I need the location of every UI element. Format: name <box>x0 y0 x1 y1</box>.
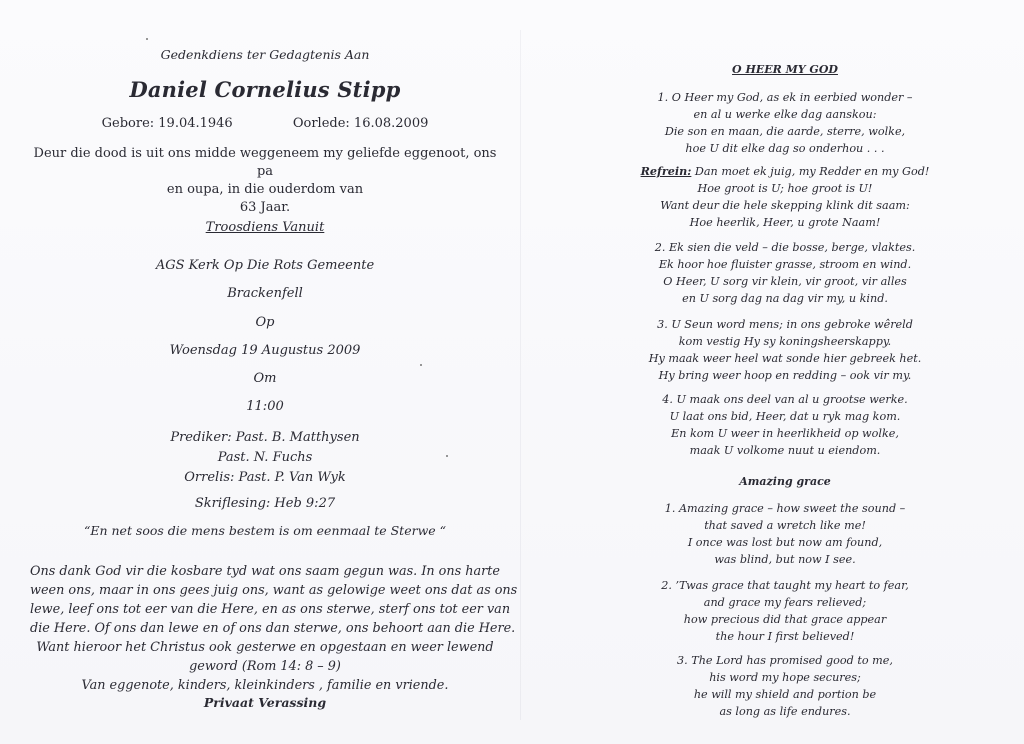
memorial-heading: Gedenkdiens ter Gedagtenis Aan <box>160 47 370 62</box>
verse-line: Die son en maan, die aarde, sterre, wolke, <box>664 125 906 138</box>
tribute-line: lewe, leef ons tot eer van die Here, en as ons sterwe, sterf ons tot eer van <box>30 602 511 617</box>
refrain-label: Refrein: <box>640 164 692 178</box>
verse-line: Hy bring weer hoop en redding – ook vir my. <box>658 369 912 382</box>
verse-line: hoe U dit elke dag so onderhou . . . <box>685 142 885 155</box>
verse-line: 2. Ek sien die veld – die bosse, berge, vlaktes. <box>654 241 916 254</box>
verse-line: En kom U weer in heerlikheid op wolke, <box>671 427 899 440</box>
verse-line: 2. ’Twas grace that taught my heart to fear, <box>661 579 909 592</box>
op-label: Op <box>255 315 275 330</box>
hymn-verse-4 <box>620 391 950 459</box>
service-time: 11:00 <box>246 399 284 414</box>
grace-verse-3 <box>620 652 950 720</box>
private-cremation: Privaat Verassing <box>203 695 327 710</box>
verse-line: and grace my fears relieved; <box>703 596 867 609</box>
birth-date: Gebore: 19.04.1946 <box>101 116 233 131</box>
scripture-reading: Skriflesing: Heb 9:27 <box>194 496 336 511</box>
refrain-first-line: Dan moet ek juig, my Redder en my God! <box>691 165 930 178</box>
tribute-text <box>30 562 518 695</box>
verse-line: Want deur die hele skepping klink dit saam: <box>660 199 910 212</box>
verse-line: how precious did that grace appear <box>683 613 887 626</box>
tribute-line: ween ons, maar in ons gees juig ons, want as gelowige weet ons dat as ons <box>30 583 518 598</box>
verse-line: O Heer, U sorg vir klein, vir groot, vir alles <box>663 275 907 288</box>
deceased-name: Daniel Cornelius Stipp <box>129 77 401 102</box>
hymn-verse-1 <box>620 89 950 157</box>
grace-verse-2 <box>620 577 950 645</box>
intro-line: Deur die dood is uit ons midde weggeneem my geliefde eggenoot, ons pa <box>33 146 497 179</box>
verse-line: 4. U maak ons deel van al u grootse werke. <box>662 393 908 406</box>
verse-line: his word my hope secures; <box>709 671 861 684</box>
hymn-verse-3 <box>620 316 950 384</box>
verse-line: 3. U Seun word mens; in ons gebroke wêreld <box>657 318 913 331</box>
verse-line: 1. O Heer my God, as ek in eerbied wonder – <box>657 91 913 104</box>
tribute-line: Want hieroor het Christus ook gesterwe en opgestaan en weer lewend <box>36 640 494 655</box>
speck <box>146 38 148 40</box>
intro-line: 63 Jaar. <box>239 200 291 215</box>
church-place: Brackenfell <box>227 286 303 301</box>
verse-line: en U sorg dag na dag vir my, u kind. <box>682 292 888 305</box>
tribute-line: Ons dank God vir die kosbare tyd wat ons saam gegun was. In ons harte <box>30 564 500 579</box>
verse-line: was blind, but now I see. <box>714 553 856 566</box>
verse-line: Hy maak weer heel wat sonde hier gebreek het. <box>648 352 922 365</box>
intro-line: en oupa, in die ouderdom van <box>166 182 364 197</box>
verse-line: Ek hoor hoe fluister grasse, stroom en wind. <box>658 258 912 271</box>
grace-verse-1 <box>620 500 950 568</box>
officiant-line: Past. N. Fuchs <box>217 450 313 465</box>
life-dates <box>30 116 500 131</box>
scripture-quote: “En net soos die mens bestem is om eenmaal te Sterwe “ <box>83 523 447 538</box>
tribute-line: geword (Rom 14: 8 – 9) <box>189 659 341 674</box>
verse-line: kom vestig Hy sy koningsheerskappy. <box>678 335 892 348</box>
tribute-line: Van eggenote, kinders, kleinkinders , familie en vriende. <box>81 678 449 693</box>
service-date: Woensdag 19 Augustus 2009 <box>169 343 361 358</box>
officiant-line: Prediker: Past. B. Matthysen <box>170 430 360 445</box>
death-date: Oorlede: 16.08.2009 <box>292 116 429 131</box>
verse-line: 1. Amazing grace – how sweet the sound – <box>664 502 906 515</box>
verse-line: that saved a wretch like me! <box>704 519 866 532</box>
tribute-line: die Here. Of ons dan lewe en of ons dan sterwe, ons behoort aan die Here. <box>30 621 516 636</box>
fold-line <box>520 30 521 720</box>
verse-line: Hoe groot is U; hoe groot is U! <box>697 182 873 195</box>
verse-line: he will my shield and portion be <box>693 688 877 701</box>
hymn-refrain <box>620 163 950 231</box>
verse-line <box>620 163 950 180</box>
officiant-line: Orrelis: Past. P. Van Wyk <box>184 470 346 485</box>
verse-line: the hour I first believed! <box>715 630 855 643</box>
hymn-verse-2 <box>620 239 950 307</box>
intro-text <box>30 145 500 217</box>
verse-line: maak U volkome nuut u eiendom. <box>689 444 881 457</box>
om-label: Om <box>253 371 277 386</box>
officiants <box>30 428 500 488</box>
verse-line: en al u werke elke dag aanskou: <box>693 108 877 121</box>
verse-line: as long as life endures. <box>719 705 851 718</box>
verse-line: U laat ons bid, Heer, dat u ryk mag kom. <box>669 410 901 423</box>
speck <box>420 364 422 366</box>
service-heading: Troosdiens Vanuit <box>205 220 325 235</box>
church-name: AGS Kerk Op Die Rots Gemeente <box>155 258 375 273</box>
verse-line: 3. The Lord has promised good to me, <box>677 654 893 667</box>
verse-line: I once was lost but now am found, <box>687 536 883 549</box>
hymn-title: O HEER MY GOD <box>732 63 838 76</box>
verse-line: Hoe heerlik, Heer, u grote Naam! <box>689 216 881 229</box>
second-hymn-title: Amazing grace <box>739 475 831 488</box>
